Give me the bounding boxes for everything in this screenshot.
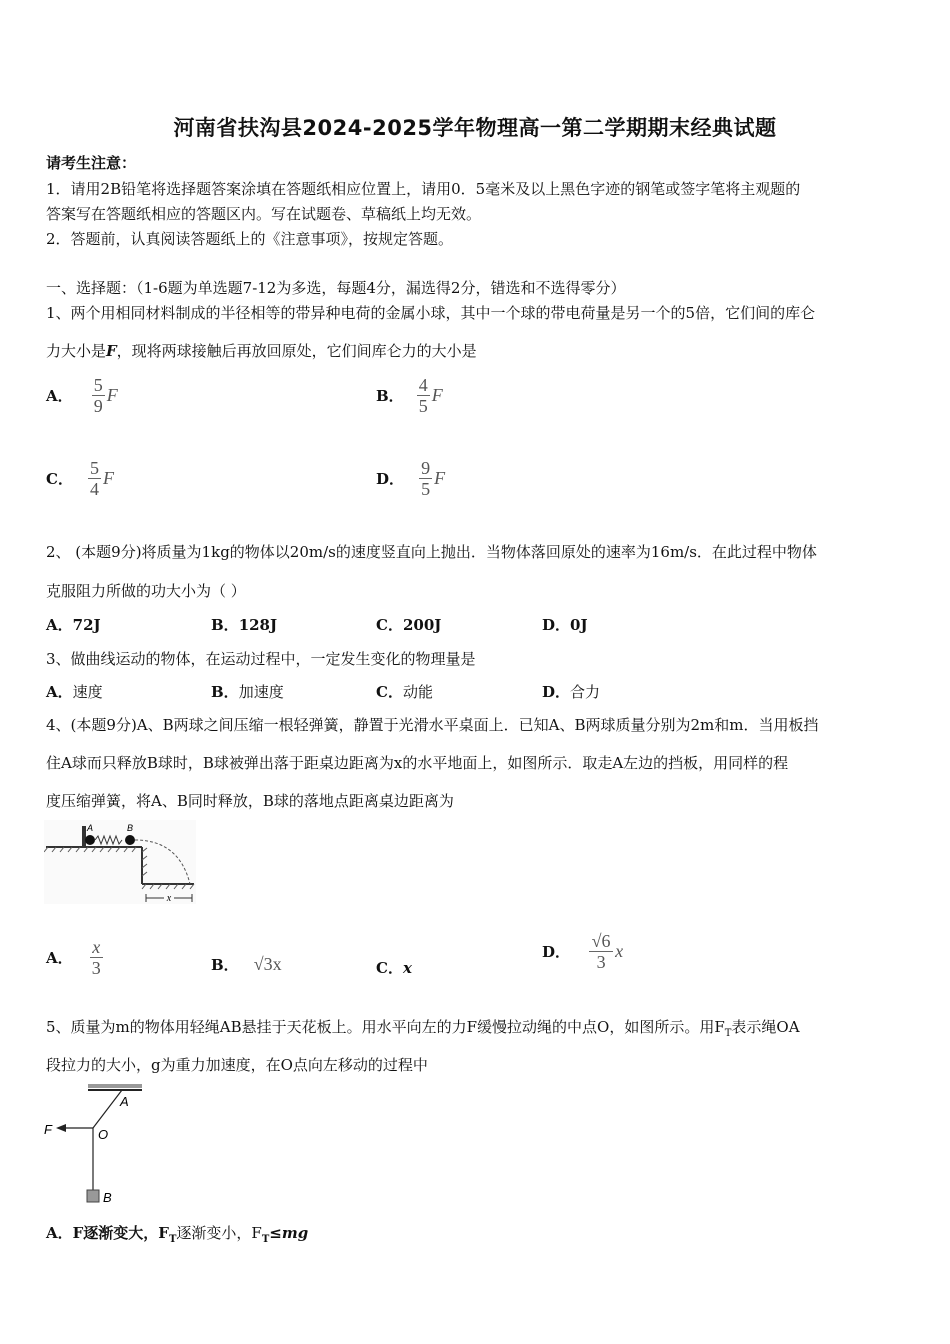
q4-ball-b (125, 835, 135, 845)
q1-option-c[interactable]: C． $\frac{5}{4}$ F (46, 458, 115, 499)
q4-option-b[interactable]: B． √3x (211, 954, 282, 974)
page-title: 河南省扶沟县2024-2025学年物理高一第二学期期末经典试题 (173, 116, 777, 140)
q2-option-a[interactable]: A．72J (46, 616, 101, 634)
q4-label-a: A (86, 823, 94, 833)
notice-line-1: 1．请用2B铅笔将选择题答案涂填在答题纸相应位置上，请用0．5毫米及以上黑色字迹的钢笔或签字笔将主观题的 (46, 180, 801, 198)
q4-label-x: x (166, 893, 172, 904)
q4-line-2: 住A球而只释放B球时，B球被弹出落于距桌边距离为x的水平地面上，如图所示．取走A左边的挡板，用同样的程 (46, 754, 789, 772)
q5-label-o: O (98, 1127, 109, 1142)
q4-barrier (82, 826, 86, 847)
q4-ball-a (85, 835, 95, 845)
q1-option-a[interactable]: A． $\frac{5}{9}$ F (46, 375, 118, 416)
notice-line-2: 2．答题前，认真阅读答题纸上的《注意事项》，按规定答题。 (46, 230, 454, 248)
q2-line-2: 克服阻力所做的功大小为（ ） (46, 582, 246, 600)
q2-option-c[interactable]: C．200J (376, 616, 442, 634)
q5-option-a[interactable]: A．F逐渐变大，$F_T$逐渐变小，$F_T\le mg$ (46, 1224, 309, 1245)
q3-option-b[interactable]: B．加速度 (211, 683, 284, 701)
q5-rope-figure (40, 1082, 150, 1208)
q4-spring-figure (44, 820, 196, 904)
q4-label-b: B (126, 823, 134, 833)
notice-line-1b: 答案写在答题纸相应的答题区内。写在试题卷、草稿纸上均无效。 (46, 205, 482, 223)
section-heading: 一、选择题：（1-6题为单选题7-12为多选，每题4分，漏选得2分，错选和不选得零分） (46, 279, 626, 297)
notice-heading: 请考生注意： (46, 154, 137, 172)
q5-label-a: A (120, 1094, 129, 1109)
q5-label-f: F (44, 1122, 52, 1137)
q5-arrow-icon (56, 1124, 66, 1132)
q5-rope-oa (93, 1090, 122, 1128)
q3-option-d[interactable]: D．合力 (542, 683, 601, 701)
q4-option-a[interactable]: A． $\frac{x}{3}$ (46, 937, 101, 978)
q1-line-1: 1、两个用相同材料制成的半径相等的带异种电荷的金属小球，其中一个球的带电荷量是另一个的5倍，它们间的库仑 (46, 304, 816, 322)
q5-line-2: 段拉力的大小，g为重力加速度，在O点向左移动的过程中 (46, 1056, 428, 1074)
q4-option-d[interactable]: D． $\frac{√6}{3}$ x (542, 931, 624, 972)
q5-ceiling (88, 1084, 142, 1088)
q5-label-b: B (103, 1190, 112, 1205)
q2-option-b[interactable]: B．128J (211, 616, 278, 634)
q1-line-2: 力大小是F，现将两球接触后再放回原处，它们间库仑力的大小是 (46, 342, 477, 360)
q4-line-1: 4、(本题9分)A、B两球之间压缩一根轻弹簧，静置于光滑水平桌面上．已知A、B两球质量分别为2m和m．当用板挡 (46, 716, 819, 734)
q1-option-d[interactable]: D． $\frac{9}{5}$ F (376, 458, 446, 499)
q3-line-1: 3、做曲线运动的物体，在运动过程中，一定发生变化的物理量是 (46, 650, 476, 668)
q5-line-1: 5、质量为m的物体用轻绳AB悬挂于天花板上。用水平向左的力F缓慢拉动绳的中点O，如图所示。用$F_T$表示绳OA (46, 1018, 800, 1039)
q5-block (87, 1190, 99, 1202)
q4-option-c[interactable]: C．x (376, 959, 412, 977)
q1-option-b[interactable]: B． $\frac{4}{5}$ F (376, 375, 443, 416)
q4-line-3: 度压缩弹簧，将A、B同时释放，B球的落地点距离桌边距离为 (46, 792, 454, 810)
q3-option-a[interactable]: A．速度 (46, 683, 103, 701)
q3-option-c[interactable]: C．动能 (376, 683, 433, 701)
q2-line-1: 2、 (本题9分)将质量为1kg的物体以20m/s的速度竖直向上抛出．当物体落回原处的速率为16m/s．在此过程中物体 (46, 543, 817, 561)
q2-option-d[interactable]: D．0J (542, 616, 588, 634)
